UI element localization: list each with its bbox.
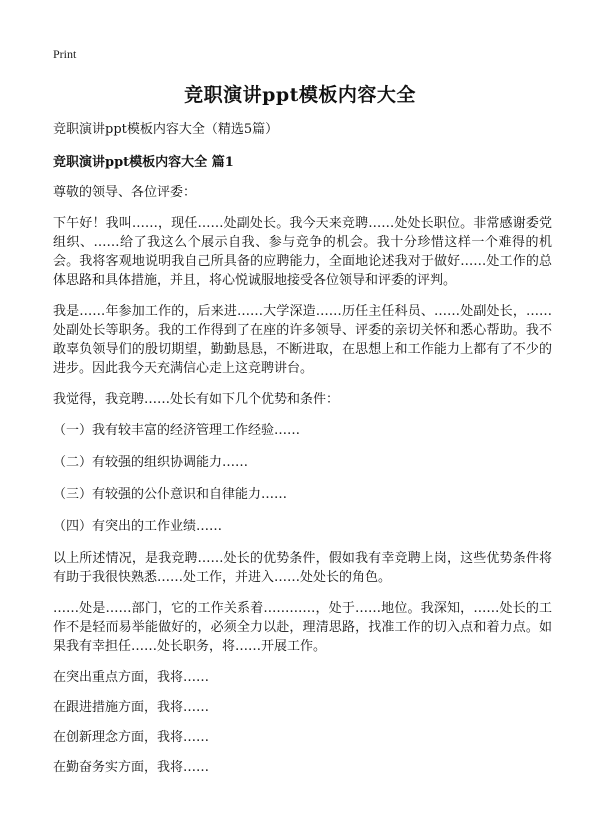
summary-paragraph: 以上所述情况，是我竞聘……处长的优势条件，假如我有幸竞聘上岗，这些优势条件将有助于我很快熟悉……处工作，并进入……处处长的角色。 <box>53 551 552 585</box>
advantage-list-item: （二）有较强的组织协调能力…… <box>53 455 249 470</box>
advantage-list-item: （三）有较强的公仆意识和自律能力…… <box>53 487 288 502</box>
intro-paragraph: 下午好！我叫……，现任……处副处长。我今天来竞聘……处处长职位。非常感谢委党组织、……给了我这么个展示自我、参与竞争的机会。我十分珍惜这样一个难得的机会。我将客观地说明我自己所具备的应聘能力，全面地论述我对于做好……处工作的总体思路和具体措施，并且，将心悦诚服地接受各位领导和评委的评判。 <box>53 216 552 288</box>
plan-line: 在创新理念方面，我将…… <box>53 730 210 745</box>
section-heading: 竞职演讲ppt模板内容大全 篇1 <box>53 155 234 170</box>
background-paragraph: 我是……年参加工作的，后来进……大学深造……历任主任科员、……处副处长，……处副处长等职务。我的工作得到了在座的许多领导、评委的亲切关怀和悉心帮助。我不敢辜负领导们的殷切期望，勤勤恳恳，不断进取，在思想上和工作能力上都有了不少的进步。因此我今天充满信心走上这竞聘讲台。 <box>53 304 552 376</box>
advantage-list-item: （一）我有较丰富的经济管理工作经验…… <box>53 423 301 438</box>
advantage-list-item: （四）有突出的工作业绩…… <box>53 519 223 534</box>
advantages-intro-paragraph: 我觉得，我竞聘……处长有如下几个优势和条件： <box>53 392 340 407</box>
plan-line: 在突出重点方面，我将…… <box>53 670 210 685</box>
document-subtitle: 竞职演讲ppt模板内容大全（精选5篇） <box>53 122 279 137</box>
plan-line: 在跟进措施方面，我将…… <box>53 700 210 715</box>
print-label: Print <box>53 47 77 61</box>
document-body <box>53 120 552 788</box>
plan-paragraph: ……处是……部门，它的工作关系着…………，处于……地位。我深知，……处长的工作不是轻而易举能做好的，必须全力以赴，理清思路，找准工作的切入点和着力点。如果我有幸担任……处长职务，将……开展工作。 <box>53 601 552 654</box>
salutation-paragraph: 尊敬的领导、各位评委： <box>53 185 197 200</box>
document-title: 竞职演讲ppt模板内容大全 <box>184 84 416 106</box>
plan-line: 在勤奋务实方面，我将…… <box>53 760 210 775</box>
